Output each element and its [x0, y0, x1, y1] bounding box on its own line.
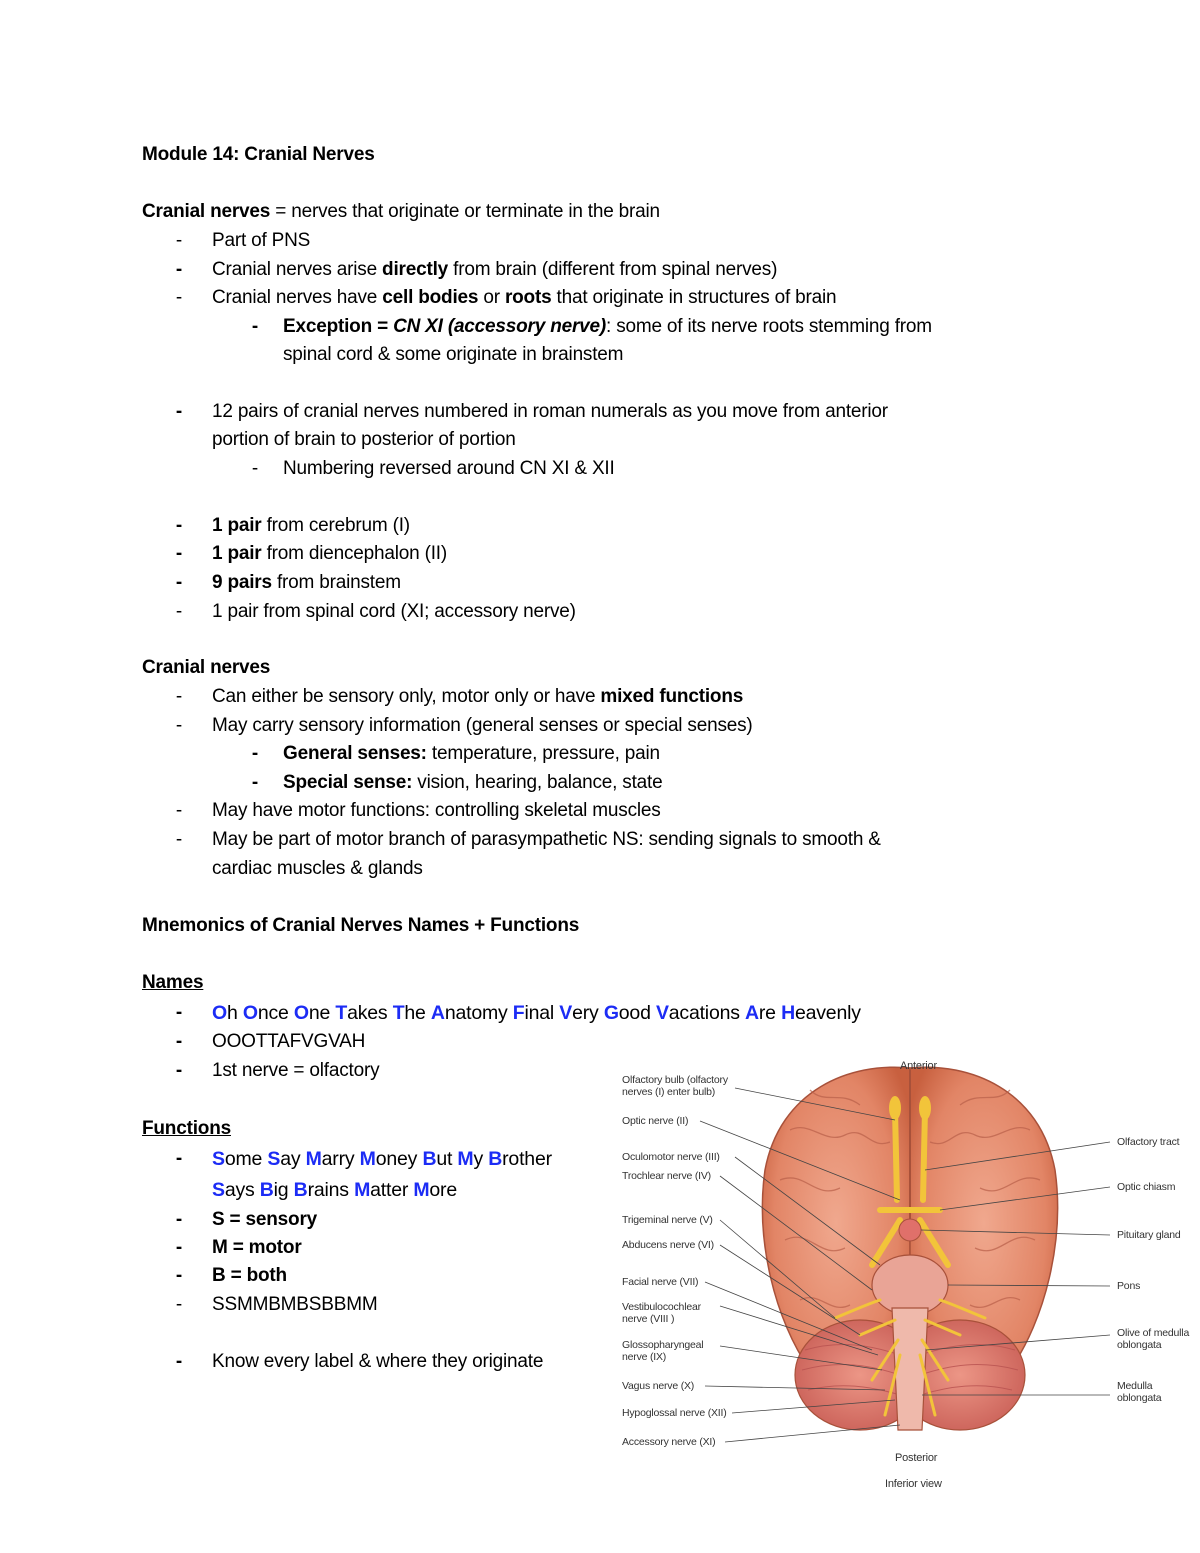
list-item: May carry sensory information (general senses or special senses): [212, 715, 753, 736]
mnemonic-rest: ore: [429, 1179, 457, 1201]
bullet-dash: -: [175, 543, 183, 564]
bullet-dash: -: [175, 1265, 183, 1286]
mnemonic-initial: O: [293, 1002, 309, 1024]
mnemonic-word: [745, 1002, 776, 1024]
list-item: Exception = CN XI (accessory nerve): some of its nerve roots stemming from: [283, 316, 932, 337]
section-heading: Mnemonics of Cranial Nerves Names + Functions: [142, 915, 580, 936]
mnemonic-word: [306, 1148, 355, 1170]
motor-label: M = motor: [212, 1237, 302, 1258]
list-item: Cranial nerves have cell bodies or roots that originate in structures of brain: [212, 287, 837, 308]
list-item: 12 pairs of cranial nerves numbered in roman numerals as you move from anterior: [212, 401, 888, 422]
label-hypoglossal-nerve: Hypoglossal nerve (XII): [622, 1407, 727, 1419]
list-item: Cranial nerves arise directly from brain (different from spinal nerves): [212, 259, 778, 280]
bullet-dash: -: [251, 772, 259, 793]
list-item: May be part of motor branch of parasympathetic NS: sending signals to smooth &: [212, 829, 881, 850]
mnemonic-initial: B: [293, 1179, 308, 1201]
functions-acronym: SSMMBMBSBBMM: [212, 1294, 378, 1315]
mnemonic-word: [335, 1002, 387, 1024]
mnemonic-initial: S: [267, 1148, 281, 1170]
bullet-dash: -: [175, 287, 183, 308]
mnemonic-initial: M: [354, 1179, 371, 1201]
mnemonic-word: [212, 1148, 262, 1170]
mnemonic-rest: ome: [224, 1148, 263, 1170]
mnemonic-rest: ig: [273, 1179, 289, 1201]
mnemonic-rest: rother: [502, 1148, 552, 1170]
list-item: General senses: temperature, pressure, pain: [283, 743, 660, 764]
bullet-dash: -: [175, 686, 183, 707]
page-title: Module 14: Cranial Nerves: [142, 144, 375, 165]
label-pituitary-gland: Pituitary gland: [1117, 1229, 1181, 1241]
brain-illustration: [610, 1050, 1200, 1500]
mnemonic-initial: M: [457, 1148, 474, 1170]
label-olive-medulla: Olive of medulla oblongata: [1117, 1327, 1190, 1351]
list-item: Special sense: vision, hearing, balance, state: [283, 772, 663, 793]
bullet-dash: -: [175, 1209, 183, 1230]
mnemonic-rest: inal: [524, 1002, 555, 1024]
mnemonic-rest: nce: [257, 1002, 289, 1024]
mnemonic-rest: oney: [375, 1148, 418, 1170]
mnemonic-rest: re: [758, 1002, 776, 1024]
bullet-dash: -: [175, 1148, 183, 1169]
mnemonic-rest: rains: [307, 1179, 349, 1201]
mnemonic-word: [413, 1179, 457, 1201]
mnemonic-word: [781, 1002, 861, 1024]
mnemonic-word: [422, 1148, 452, 1170]
bullet-dash: -: [175, 1031, 183, 1052]
section-heading: Cranial nerves: [142, 657, 271, 678]
mnemonic-initial: A: [430, 1002, 445, 1024]
label-glossopharyngeal-nerve: Glossopharyngeal nerve (IX): [622, 1339, 704, 1363]
bullet-dash: -: [175, 572, 183, 593]
mnemonic-initial: M: [413, 1179, 430, 1201]
bullet-dash: -: [175, 1060, 183, 1081]
label-olfactory-tract: Olfactory tract: [1117, 1136, 1180, 1148]
mnemonic-initial: M: [305, 1148, 322, 1170]
mnemonic-word: [360, 1148, 418, 1170]
mnemonic-rest: he: [404, 1002, 426, 1024]
bullet-dash: -: [175, 715, 183, 736]
label-accessory-nerve: Accessory nerve (XI): [622, 1436, 716, 1448]
mnemonic-word: [267, 1148, 300, 1170]
bullet-dash: -: [175, 401, 183, 422]
mnemonic-word: [294, 1002, 330, 1024]
mnemonic-word: [431, 1002, 508, 1024]
mnemonic-word: [513, 1002, 554, 1024]
mnemonic-initial: B: [488, 1148, 503, 1170]
mnemonic-word: [604, 1002, 651, 1024]
mnemonic-initial: B: [259, 1179, 274, 1201]
mnemonic-rest: natomy: [444, 1002, 508, 1024]
list-item: 9 pairs from brainstem: [212, 572, 401, 593]
mnemonic-rest: ery: [572, 1002, 599, 1024]
mnemonic-word: [488, 1148, 552, 1170]
list-item-continuation: spinal cord & some originate in brainstem: [283, 344, 624, 365]
mnemonic-word: [656, 1002, 740, 1024]
bullet-dash: -: [175, 829, 183, 850]
mnemonic-initial: A: [745, 1002, 759, 1024]
anterior-label: Anterior: [900, 1060, 937, 1072]
bullet-dash: -: [175, 800, 183, 821]
subheading-names: Names: [142, 972, 204, 993]
bullet-dash: -: [251, 743, 259, 764]
mnemonic-initial: G: [603, 1002, 619, 1024]
mnemonic-word: [212, 1002, 238, 1024]
mnemonic-word: [559, 1002, 598, 1024]
list-item: 1 pair from spinal cord (XI; accessory nerve): [212, 601, 576, 622]
list-item: Part of PNS: [212, 230, 311, 251]
bullet-dash: -: [175, 259, 183, 280]
mnemonic-word: [354, 1179, 408, 1201]
mnemonic-rest: arry: [321, 1148, 355, 1170]
bullet-dash: -: [175, 230, 183, 251]
names-acronym: OOOTTAFVGVAH: [212, 1031, 366, 1052]
mnemonic-rest: atter: [370, 1179, 409, 1201]
mnemonic-initial: S: [212, 1148, 225, 1170]
mnemonic-word: [243, 1002, 289, 1024]
mnemonic-rest: ays: [224, 1179, 255, 1201]
mnemonic-rest: eavenly: [794, 1002, 861, 1024]
mnemonic-rest: y: [473, 1148, 484, 1170]
brain-inferior-view-figure: [610, 1050, 1200, 1500]
mnemonic-initial: S: [212, 1179, 225, 1201]
mnemonic-word: [260, 1179, 289, 1201]
mnemonic-initial: O: [212, 1002, 227, 1024]
mnemonic-initial: V: [655, 1002, 669, 1024]
mnemonic-rest: ood: [618, 1002, 651, 1024]
label-optic-chiasm: Optic chiasm: [1117, 1181, 1176, 1193]
bullet-dash: -: [175, 1294, 183, 1315]
functions-mnemonic-line1: [212, 1146, 552, 1172]
bullet-dash: -: [175, 1002, 183, 1023]
know-labels-note: Know every label & where they originate: [212, 1351, 544, 1372]
label-facial-nerve: Facial nerve (VII): [622, 1276, 699, 1288]
label-olfactory-bulb: Olfactory bulb (olfactory nerves (I) enter bulb): [622, 1074, 728, 1098]
mnemonic-initial: O: [242, 1002, 258, 1024]
bullet-dash: -: [251, 316, 259, 337]
bullet-dash: -: [175, 1237, 183, 1258]
label-medulla-oblongata: Medulla oblongata: [1117, 1380, 1162, 1404]
bullet-dash: -: [175, 601, 183, 622]
functions-mnemonic-line2: [212, 1177, 457, 1203]
mnemonic-rest: acations: [668, 1002, 740, 1024]
mnemonic-initial: B: [422, 1148, 437, 1170]
mnemonic-rest: ut: [436, 1148, 453, 1170]
inferior-view-caption: Inferior view: [885, 1478, 942, 1490]
mnemonic-rest: ne: [308, 1002, 331, 1024]
label-oculomotor-nerve: Oculomotor nerve (III): [622, 1151, 720, 1163]
mnemonic-initial: T: [392, 1002, 405, 1024]
label-pons: Pons: [1117, 1280, 1141, 1292]
list-item: May have motor functions: controlling skeletal muscles: [212, 800, 661, 821]
list-item: 1 pair from diencephalon (II): [212, 543, 447, 564]
list-item-continuation: cardiac muscles & glands: [212, 858, 423, 879]
definition-term: Cranial nerves: [142, 201, 271, 222]
label-vestibulocochlear-nerve: Vestibulocochlear nerve (VIII ): [622, 1301, 701, 1325]
mnemonic-initial: M: [359, 1148, 376, 1170]
mnemonic-word: [212, 1179, 255, 1201]
list-item: Numbering reversed around CN XI & XII: [283, 458, 615, 479]
list-item: 1 pair from cerebrum (I): [212, 515, 410, 536]
mnemonic-initial: H: [781, 1002, 795, 1024]
bullet-dash: -: [175, 515, 183, 536]
mnemonic-rest: ay: [280, 1148, 301, 1170]
bullet-dash: -: [175, 1351, 183, 1372]
names-mnemonic: [212, 1000, 861, 1026]
mnemonic-rest: h: [226, 1002, 238, 1024]
mnemonic-initial: F: [512, 1002, 525, 1024]
mnemonic-initial: V: [559, 1002, 573, 1024]
mnemonic-word: [393, 1002, 426, 1024]
mnemonic-initial: T: [335, 1002, 348, 1024]
label-trochlear-nerve: Trochlear nerve (IV): [622, 1170, 711, 1182]
mnemonic-rest: akes: [347, 1002, 388, 1024]
list-item: Can either be sensory only, motor only or have mixed functions: [212, 686, 744, 707]
label-optic-nerve: Optic nerve (II): [622, 1115, 689, 1127]
label-abducens-nerve: Abducens nerve (VI): [622, 1239, 714, 1251]
bullet-dash: -: [251, 458, 259, 479]
sensory-label: S = sensory: [212, 1209, 317, 1230]
names-first: 1st nerve = olfactory: [212, 1060, 380, 1081]
both-label: B = both: [212, 1265, 287, 1286]
label-trigeminal-nerve: Trigeminal nerve (V): [622, 1214, 713, 1226]
label-vagus-nerve: Vagus nerve (X): [622, 1380, 695, 1392]
subheading-functions: Functions: [142, 1118, 231, 1139]
definition-text: = nerves that originate or terminate in the brain: [270, 201, 660, 222]
mnemonic-word: [294, 1179, 349, 1201]
definition-line: [142, 199, 660, 225]
mnemonic-word: [457, 1148, 483, 1170]
posterior-label: Posterior: [895, 1452, 938, 1464]
list-item-continuation: portion of brain to posterior of portion: [212, 429, 516, 450]
